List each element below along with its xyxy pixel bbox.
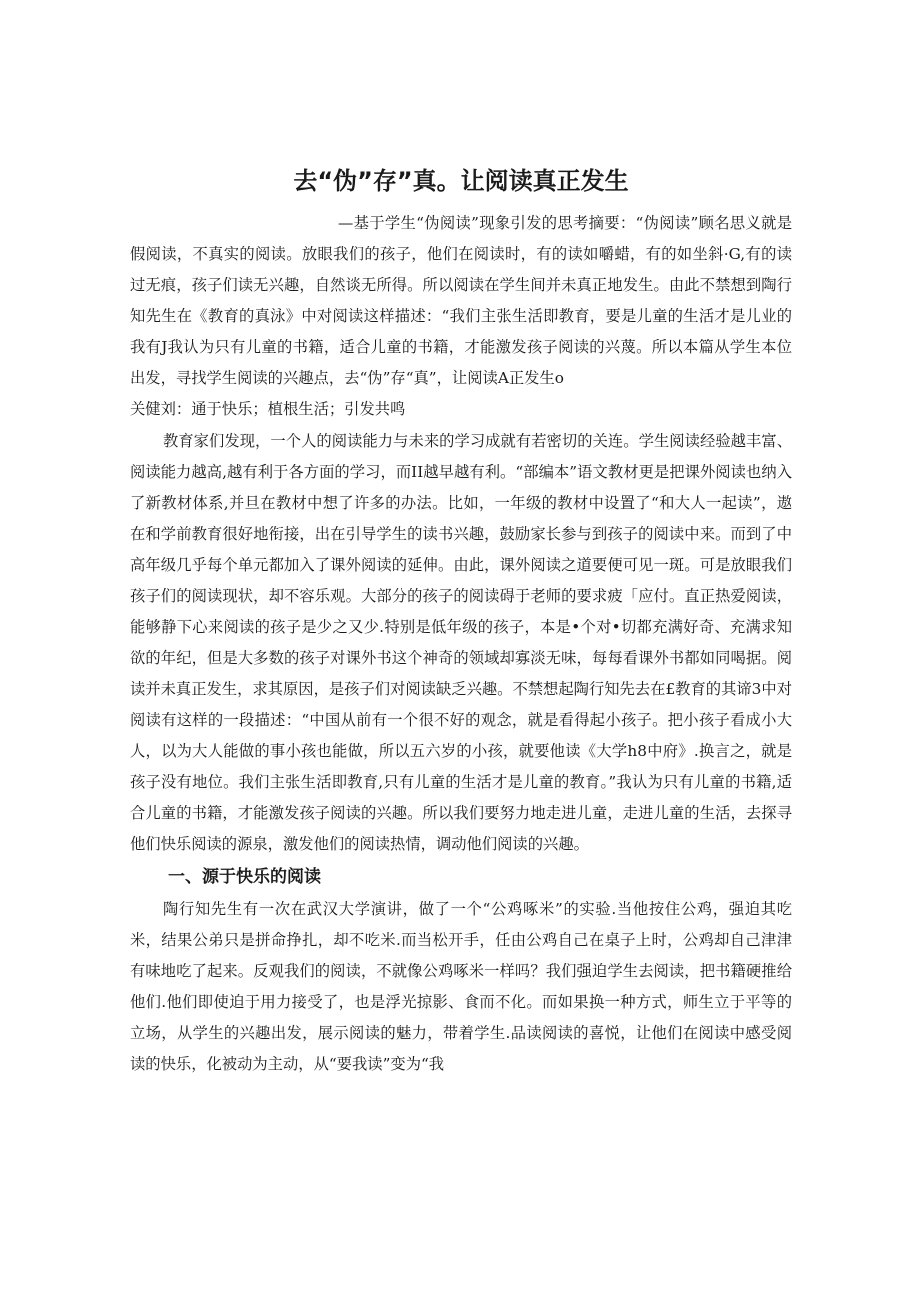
document-title: 去“伪”存”真。让阅读真正发生 — [293, 167, 629, 195]
section-heading-1: 一、源于快乐的阅读 — [168, 867, 321, 887]
keywords-line: 关健刘：通于快乐；植根生活；引发共鸣 — [130, 400, 406, 418]
body-paragraph-1: 教育家们发现，一个人的阅读能力与未来的学习成就有若密切的关连。学生阅读经验越丰富、阅读能力越高,越有利于各方面的学习，而II越早越有利。“部编本”语文教材更是把课外阅读也纳入了新教材体系,并旦在教材中想了许多的办法。比如，一年级的教材中设置了“和大人一起读”，遨在和学前教育很好地衔接，出在引导学生的读书兴趣，鼓励家长参与到孩子的阅读中来。而到了中高年级几乎每个单元都加入了课外阅读的延伸。由此，课外阅读之道要便可见一斑。可是放眼我们孩子们的阅读现状，却不容乐观。大部分的孩子的阅读碍于老师的要求疲「应付。直正热爱阅读，能够静下心来阅读的孩子是少之又少.特别是低年级的孩子，本是•个对•切都充满好奇、充满求知欲的年纪，但是大多数的孩子对课外书这个神奇的领域却寡淡无味，每每看课外书都如同喝据。阅读并未真正发生，求其原因，是孩子们对阅读缺乏兴趣。不禁想起陶行知先去在£教育的其谛3中对阅读有这样的一段描述：“中国从前有一个很不好的观念，就是看得起小孩子。把小孩子看成小大人，以为大人能做的事小孩也能做，所以五六岁的小孩，就要他读《大学h8中府》.换言之，就是孩子没有地位。我们主张生活即教育,只有儿童的生活才是儿童的教育。”我认为只有儿童的书籍,适合儿童的书籍，才能激发孩子阅读的兴趣。所以我们要努力地走进儿童，走进儿童的生活，去探寻他们快乐阅读的源泉，激发他们的阅读热情，调动他们阅读的兴趣。 — [130, 432, 792, 853]
body-paragraph-2: 陶行知先生有一次在武汉大学演讲，做了一个“公鸡啄米”的实验.当他按住公鸡，强迫其吃米，结果公弟只是拼命挣扎，却不吃米.而当松开手，任由公鸡自己在桌子上时，公鸡却自己津津有味地吃了起来。反观我们的阅读，不就像公鸡啄米一样吗？我们强迫学生去阅读，把书籍硬推给他们.他们即使迫于用力接受了，也是浮光掠影、食而不化。而如果换一种方式，师生立于平等的立场，从学生的兴趣出发，展示阅读的魅力，带着学生.品读阅读的喜悦，让他们在阅读中感受阅读的快乐，化被动为主动，从“要我读”变为“我 — [130, 900, 792, 1073]
document-page — [130, 162, 792, 1080]
abstract-paragraph: —基于学生“伪阅读”现象引发的思考摘要：“伪阅读”顾名思义就是假阅读，不真实的阅读。放眼我们的孩子，他们在阅读时，有的读如嚼蜡，有的如坐斜·G,有的读过无痕，孩子们读无兴趣，自然谈无所得。所以阅读在学生间并未真正地发生。由此不禁想到陶行知先生在《教育的真泳》中对阅读这样描述：“我们主张生活即教育，要是儿童的生活才是儿业的我有J我认为只有儿童的书籍，适合儿童的书籍，才能激发孩子阅读的兴蔑。所以本篇从学生本位出发，寻找学生阅读的兴趣点，去“伪”存“真”，让阅读A正发生o — [130, 214, 792, 387]
